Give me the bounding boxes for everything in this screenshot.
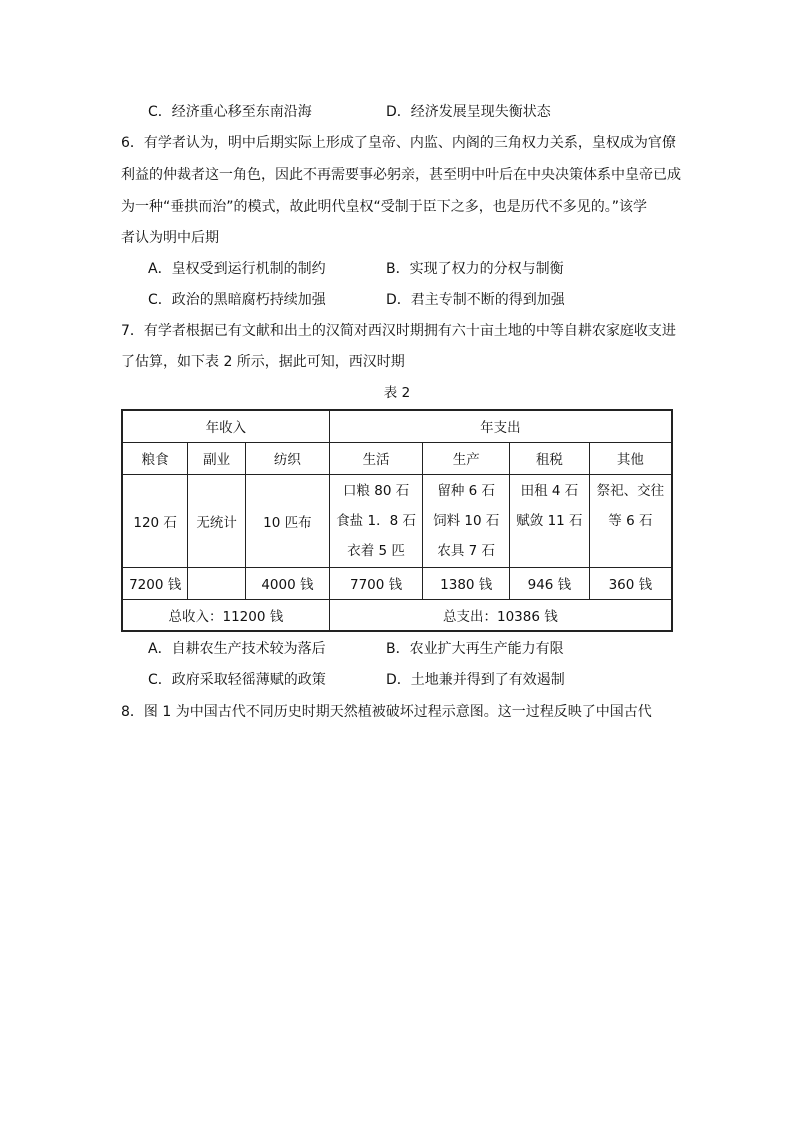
q7-option-b: B．农业扩大再生产能力有限: [386, 641, 564, 657]
expense-header: 年支出: [329, 410, 672, 442]
total-income: 总收入：11200 钱: [122, 599, 329, 631]
q6-option-a: A．皇权受到运行机制的制约: [148, 261, 326, 277]
table-total-row: [122, 599, 672, 631]
living-item: 食盐 1．8 石: [336, 512, 416, 529]
total-expense: 总支出：10386 钱: [329, 599, 672, 631]
income-expense-table: [121, 409, 673, 632]
money-production: 1380 钱: [423, 567, 510, 599]
q7-option-c: C．政府采取轻徭薄赋的政策: [148, 672, 326, 688]
money-grain: 7200 钱: [122, 567, 188, 599]
other-item: 祭祀、交往: [596, 482, 665, 499]
q5-option-d: D．经济发展呈现失衡状态: [386, 104, 551, 120]
production-item: 农具 7 石: [437, 542, 496, 559]
cell-production-detail: [423, 474, 510, 567]
money-other: 360 钱: [589, 567, 672, 599]
table-money-row: [122, 567, 672, 599]
table-header-row: [122, 410, 672, 442]
cell-tax-detail: [510, 474, 590, 567]
col-living: 生活: [329, 442, 423, 474]
other-item: 等 6 石: [608, 512, 653, 529]
table-detail-row: [122, 474, 672, 567]
q6-line-3: 为一种“垂拱而治”的模式，故此明代皇权“受制于臣下之多，也是历代不多见的。”该学: [121, 199, 648, 215]
living-item: 衣着 5 匹: [347, 542, 405, 559]
money-living: 7700 钱: [329, 567, 423, 599]
table-column-row: [122, 442, 672, 474]
col-tax: 租税: [510, 442, 590, 474]
cell-sideline-amount: 无统计: [188, 474, 246, 567]
col-grain: 粮食: [122, 442, 188, 474]
q7-line-1: 7．有学者根据已有文献和出土的汉简对西汉时期拥有六十亩土地的中等自耕农家庭收支进: [121, 323, 676, 339]
q7-line-2: 了估算，如下表 2 所示，据此可知，西汉时期: [121, 354, 405, 370]
production-item: 留种 6 石: [437, 482, 496, 499]
q6-line-2: 利益的仲裁者这一角色，因此不再需要事必躬亲，甚至明中叶后在中央决策体系中皇帝已成: [121, 167, 681, 183]
cell-grain-amount: 120 石: [122, 474, 188, 567]
q6-line-4: 者认为明中后期: [121, 230, 219, 246]
q6-option-c: C．政治的黑暗腐朽持续加强: [148, 292, 326, 308]
money-tax: 946 钱: [510, 567, 590, 599]
q5-option-c: C．经济重心移至东南沿海: [148, 104, 312, 120]
col-other: 其他: [589, 442, 672, 474]
tax-item: 赋敛 11 石: [516, 512, 583, 529]
col-textile: 纺织: [246, 442, 330, 474]
money-sideline: [188, 567, 246, 599]
q6-option-b: B．实现了权力的分权与制衡: [386, 261, 564, 277]
cell-living-detail: [329, 474, 423, 567]
col-sideline: 副业: [188, 442, 246, 474]
table-caption: 表 2: [383, 385, 411, 401]
q6-option-d: D．君主专制不断的得到加强: [386, 292, 565, 308]
col-production: 生产: [423, 442, 510, 474]
q7-option-a: A．自耕农生产技术较为落后: [148, 641, 326, 657]
living-item: 口粮 80 石: [342, 482, 410, 499]
income-header: 年收入: [122, 410, 329, 442]
cell-other-detail: [589, 474, 672, 567]
question-8-line: 8．图 1 为中国古代不同历史时期天然植被破坏过程示意图。这一过程反映了中国古代: [121, 704, 652, 720]
tax-item: 田租 4 石: [520, 482, 579, 499]
production-item: 饲料 10 石: [433, 512, 500, 529]
cell-textile-amount: 10 匹布: [246, 474, 330, 567]
money-textile: 4000 钱: [246, 567, 330, 599]
q7-option-d: D．土地兼并得到了有效遏制: [386, 672, 565, 688]
q6-line-1: 6．有学者认为，明中后期实际上形成了皇帝、内监、内阁的三角权力关系，皇权成为官僚: [121, 135, 676, 151]
